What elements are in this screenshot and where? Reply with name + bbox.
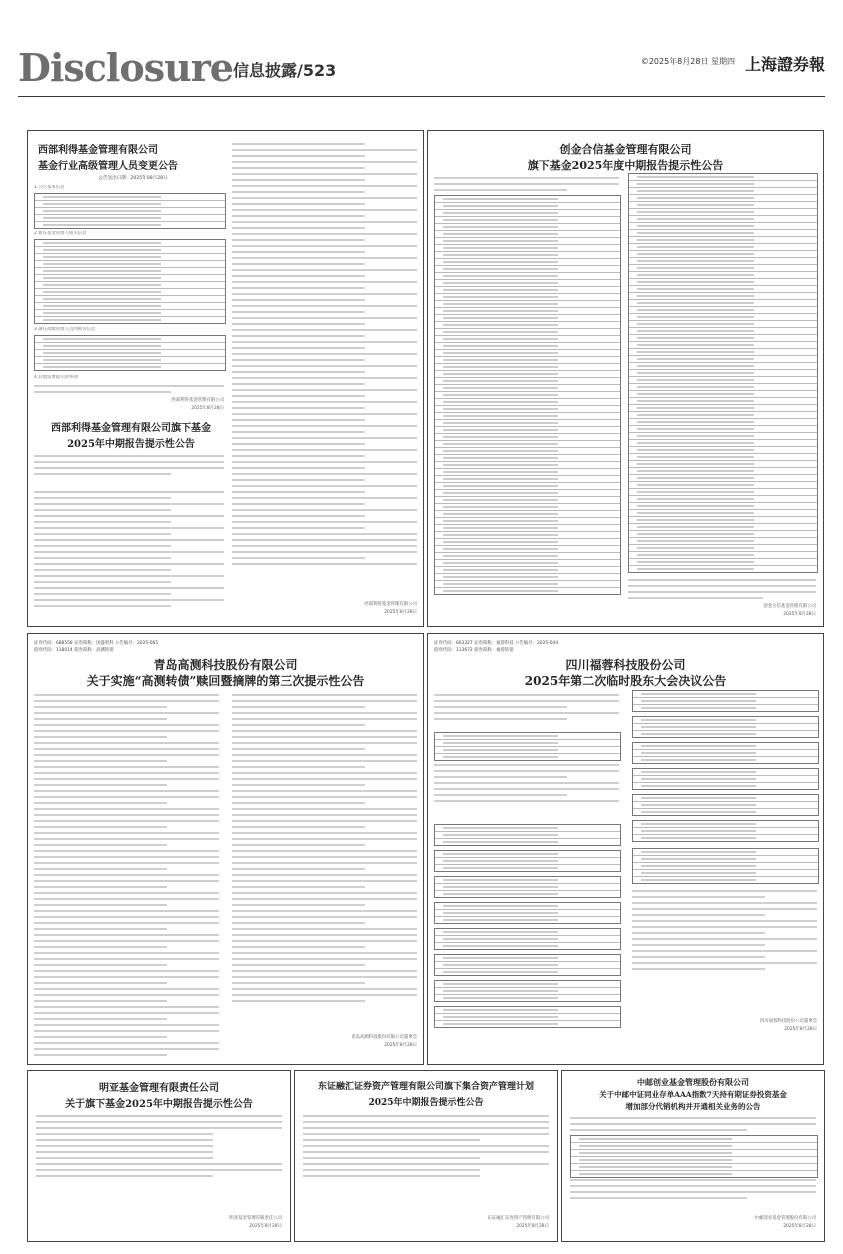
a5-meeting-text (434, 760, 619, 820)
a5-code-line2: 债券代码：113672 债券简称：福蓉转债 (434, 648, 514, 653)
a3-fund-table-right (628, 173, 818, 573)
announcement-zhongyou-chuangye (561, 1070, 825, 1242)
a2-signature: 西部利得基金管理有限公司 (364, 602, 417, 607)
a8-intro-text (570, 1113, 816, 1133)
issue-date: ©2025年8月28日 星期四 (640, 57, 735, 66)
a4-body-left (34, 690, 219, 1060)
a4-body-right (232, 690, 417, 1030)
a5-vote-table-6 (434, 954, 621, 976)
a5-code-line1: 证券代码：603327 证券简称：福蓉科技 公告编号：2025-044 (434, 641, 559, 646)
a1-title-line1: 西部利得基金管理有限公司 (38, 145, 158, 156)
a5-intro-text (434, 690, 619, 730)
brand-wordmark: Disclosure (18, 45, 233, 90)
a5-signature: 四川福蓉科技股份公司董事会 (759, 1019, 817, 1024)
a1-sign-date: 2025年8月28日 (191, 406, 224, 411)
a3-closing-text (628, 575, 816, 601)
a2-title-line1: 西部利得基金管理有限公司旗下基金 (51, 423, 211, 434)
a1-table-basic-info (34, 193, 226, 229)
a4-signature: 青岛高测科技股份有限公司董事会 (351, 1035, 417, 1040)
a1-section-4: 4.其他需要提示的事项 (34, 375, 78, 380)
a8-title-line1: 中邮创业基金管理股份有限公司 (637, 1077, 749, 1087)
a7-signature: 东证融汇证券资产管理有限公司 (487, 1216, 549, 1221)
a3-title-line1: 创金合信基金管理有限公司 (559, 143, 692, 156)
a1-section-2: 2.新任基金管理人相关信息 (34, 231, 87, 236)
section-name: 信息披露 (233, 61, 298, 80)
a4-title-line2: 关于实施“高测转债”赎回暨摘牌的第三次提示性公告 (86, 674, 365, 688)
a5-attendance-table (434, 732, 621, 761)
a2-fund-list-cont (232, 139, 417, 569)
a6-sign-date: 2025年8月28日 (249, 1224, 282, 1229)
section-title (233, 58, 336, 81)
a6-title-line2: 关于旗下基金2025年中期报告提示性公告 (65, 1099, 253, 1110)
newspaper-logo: 上海證券報 (744, 55, 825, 74)
a5-vote-table-1 (434, 824, 621, 846)
a2-sign-date: 2025年8月28日 (384, 610, 417, 615)
a5-vote-table-4 (434, 902, 621, 924)
a6-signature: 明亚基金管理有限责任公司 (229, 1216, 282, 1221)
a5-vote-table-5 (434, 928, 621, 950)
a4-code-line1: 证券代码：688558 证券简称：国盛智科 公告编号：2025-065 (34, 641, 159, 646)
a6-body-text (36, 1111, 282, 1211)
a5-closing-text (632, 886, 817, 1016)
a1-signature: 西部利得基金管理有限公司 (171, 398, 224, 403)
a5-vote-table-9 (632, 690, 819, 712)
a8-sign-date: 2025年8月28日 (783, 1224, 816, 1229)
a3-signature: 创金合信基金管理有限公司 (763, 604, 816, 609)
announcement-sichuan-furong (427, 633, 824, 1065)
masthead (18, 46, 825, 90)
a5-vote-table-12 (632, 768, 819, 790)
a4-title-line1: 青岛高测科技股份有限公司 (153, 658, 298, 672)
a6-title-line1: 明亚基金管理有限责任公司 (99, 1083, 219, 1094)
a7-sign-date: 2025年8月28日 (516, 1224, 549, 1229)
a3-title-line2: 旗下基金2025年度中期报告提示性公告 (527, 159, 724, 172)
a5-title-line2: 2025年第二次临时股东大会决议公告 (524, 674, 727, 688)
a1-table-departed-manager (34, 335, 226, 371)
a5-vote-table-10 (632, 716, 819, 738)
a5-sign-date: 2025年8月28日 (784, 1027, 817, 1032)
announcement-xibu-lide (27, 130, 424, 627)
a3-intro-text (434, 173, 619, 193)
a5-title-line1: 四川福蓉科技股份公司 (565, 658, 686, 672)
announcement-qingdao-gaoce (27, 633, 424, 1065)
a1-section-3: 3.离任高级管理人员的相关信息 (34, 327, 96, 332)
a2-title-line2: 2025年中期报告提示性公告 (67, 439, 195, 450)
a8-agency-table (570, 1135, 818, 1178)
a3-fund-table-left (434, 195, 621, 595)
a5-vote-table-14 (632, 820, 819, 842)
a7-title-line1: 东证融汇证券资产管理有限公司旗下集合资产管理计划 (317, 1082, 534, 1092)
a8-title-line3: 增加部分代销机构并开通相关业务的公告 (625, 1102, 761, 1111)
a8-signature: 中邮创业基金管理股份有限公司 (754, 1216, 816, 1221)
a8-body-text (570, 1175, 816, 1209)
a4-sign-date: 2025年8月28日 (384, 1043, 417, 1048)
a7-body-text (303, 1111, 549, 1211)
a7-title-line2: 2025年中期报告提示性公告 (368, 1098, 484, 1108)
a5-vote-table-2 (434, 850, 621, 872)
a5-vote-table-8 (434, 1006, 621, 1028)
a5-vote-table-13 (632, 794, 819, 816)
a5-vote-table-11 (632, 742, 819, 764)
announcement-chuangjin-hexin (427, 130, 824, 627)
announcement-dongzheng-ronghui (294, 1070, 558, 1242)
a5-vote-table-7 (434, 980, 621, 1002)
page-number: /523 (297, 61, 337, 80)
a1-section-1: 1.公告基本信息 (34, 185, 65, 190)
a1-title-line2: 基金行业高级管理人员变更公告 (38, 161, 178, 172)
a2-intro-text (34, 451, 224, 485)
a1-date: 公告送出日期：2025年08月28日 (98, 176, 168, 181)
a3-sign-date: 2025年8月28日 (783, 612, 816, 617)
masthead-divider (18, 96, 825, 97)
a5-vote-table-15 (632, 848, 819, 884)
announcement-mingya-fund (27, 1070, 291, 1242)
a2-fund-list (34, 487, 224, 611)
a5-vote-table-3 (434, 876, 621, 898)
a8-title-line2: 关于中邮中证同业存单AAA指数7天持有期证券投资基金 (599, 1090, 787, 1099)
a1-table-new-manager (34, 239, 226, 324)
a4-code-line2: 债券代码：118014 债券简称：高测转债 (34, 648, 114, 653)
